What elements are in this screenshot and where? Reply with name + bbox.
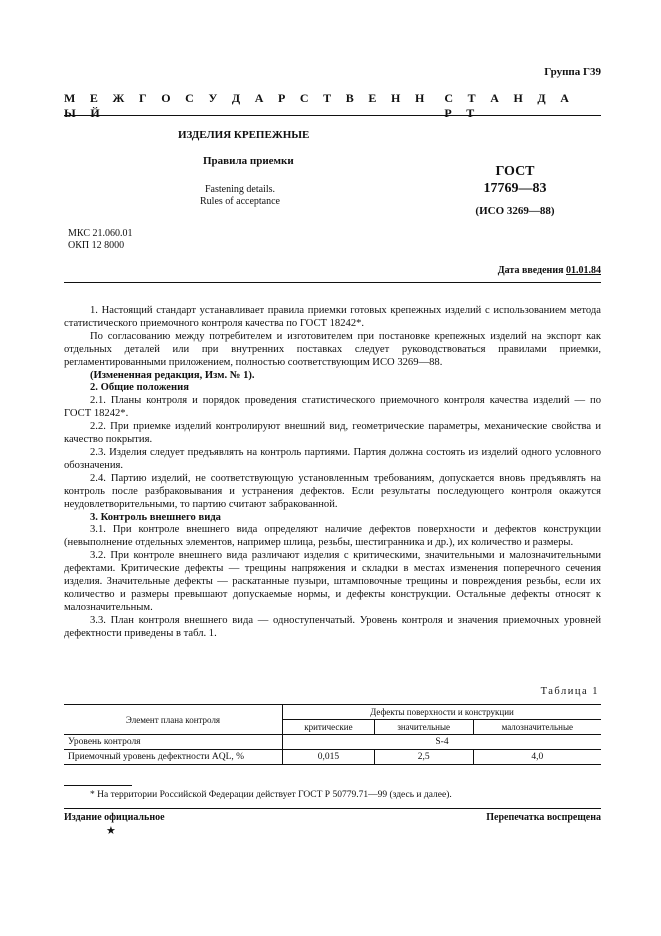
table-caption: Таблица 1 <box>540 686 599 697</box>
banner-letter: Ы <box>64 106 76 120</box>
paragraph-2: По согласованию между потребителем и изготовителем при постановке крепежных изделий на экспорт как отдельных деталей или при внутренних поставках следует руководствоваться правилами приемки, регламентированными приложением, полностью соответствующим ИСО 3269—88. <box>64 330 601 368</box>
reprint-notice: Перепечатка воспрещена <box>486 812 601 823</box>
aql-major: 2,5 <box>374 750 473 765</box>
body-text <box>64 305 601 641</box>
banner-letter: Е <box>368 91 377 105</box>
header-element: Элемент плана контроля <box>64 705 283 735</box>
iso-reference: (ИСО 3269—88) <box>475 205 555 217</box>
banner-letter: Г <box>139 91 147 105</box>
banner-letter: У <box>208 91 218 105</box>
header-rule <box>64 282 601 283</box>
paragraph-3-3: 3.3. План контроля внешнего вида — одноступенчатый. Уровень контроля и значения приемочных уровней дефектности приведены в табл. 1. <box>64 614 601 639</box>
okp-code: ОКП 12 8000 <box>68 240 125 251</box>
footnote-rule <box>64 785 132 786</box>
banner-letter: Й <box>90 106 100 120</box>
row-label-aql: Приемочный уровень дефектности AQL, % <box>64 750 283 765</box>
banner-letter: Т <box>467 91 476 105</box>
gost-designation <box>455 163 575 217</box>
table-row <box>64 750 601 765</box>
banner-letter: Р <box>444 106 452 120</box>
amendment-note: (Измененная редакция, Изм. № 1). <box>90 369 255 381</box>
group-code: Группа Г39 <box>544 66 601 78</box>
aql-minor: 4,0 <box>473 750 601 765</box>
edition-label: Издание официальное <box>64 812 165 823</box>
banner-letter: Н <box>414 91 425 105</box>
banner-letter: Е <box>89 91 98 105</box>
table-header-row <box>64 705 601 720</box>
paragraph-2-1: 2.1. Планы контроля и порядок проведения статистического приемочного контроля качества изделий — по ГОСТ 18242*. <box>64 395 601 420</box>
gost-label: ГОСТ <box>495 164 535 179</box>
banner-letter: Н <box>513 91 523 105</box>
classification-codes <box>68 228 132 252</box>
english-title <box>150 184 330 208</box>
banner-letter: Т <box>466 106 475 120</box>
introduction-date <box>498 265 601 276</box>
banner-letter: В <box>345 91 354 105</box>
banner-letter: А <box>254 91 264 105</box>
paragraph-3-2: 3.2. При контроле внешнего вида различают изделия с критическими, значительными и малозначительными дефектами. Критические дефекты — трещины напряжения и складки в местах изменения поперечного сечения изделия. Значительные дефекты — раскатанные пузыри, штамповочные трещины и повреждения резьбы, если их количество и размеры превышают допускаемые нормы, и дефекты конструкции. Остальные дефекты относят к малозначительным. <box>64 550 601 613</box>
banner-letter: М <box>64 91 76 105</box>
banner-letter: Т <box>323 91 332 105</box>
star-mark: ★ <box>106 825 116 837</box>
section-heading-general: 2. Общие положения <box>90 382 189 394</box>
english-title-line1: Fastening details. <box>205 184 275 195</box>
banner-word-standard <box>444 91 601 121</box>
paragraph-2-2: 2.2. При приемке изделий контролируют внешний вид, геометрические параметры, механические свойства и качество покрытия. <box>64 421 601 446</box>
standard-banner <box>64 91 601 121</box>
footnote: * На территории Российской Федерации действует ГОСТ Р 50779.71—99 (здесь и далее). <box>90 790 452 800</box>
banner-letter: Д <box>537 91 546 105</box>
document-subtitle: Правила приемки <box>203 155 294 167</box>
document-title: ИЗДЕЛИЯ КРЕПЕЖНЫЕ <box>178 129 310 141</box>
banner-letter: С <box>299 91 309 105</box>
header-defects: Дефекты поверхности и конструкции <box>283 705 602 720</box>
aql-critical: 0,015 <box>283 750 375 765</box>
top-rule <box>64 115 601 116</box>
header-major: значительные <box>374 720 473 735</box>
banner-word-interstate <box>64 91 444 121</box>
banner-letter: С <box>185 91 194 105</box>
gost-number: 17769—83 <box>483 181 547 196</box>
english-title-line2: Rules of acceptance <box>200 196 280 207</box>
paragraph-3-1: 3.1. При контроле внешнего вида определяют наличие дефектов поверхности и дефектов конструкции (невыполнение отдельных элементов, например шлица, резьбы, шестигранника и др.), их количество и размеры. <box>64 524 601 549</box>
row-value-level: S-4 <box>283 735 602 750</box>
section-heading-visual: 3. Контроль внешнего вида <box>90 511 221 523</box>
paragraph-2-3: 2.3. Изделия следует предъявлять на контроль партиями. Партия должна состоять из изделий одного условного обозначения. <box>64 446 601 471</box>
banner-letter: А <box>490 91 499 105</box>
banner-letter: Р <box>277 91 286 105</box>
footer-rule <box>64 808 601 809</box>
banner-letter: Н <box>391 91 401 105</box>
header-minor: малозначительные <box>473 720 601 735</box>
inspection-table <box>64 704 601 765</box>
header-critical: критические <box>283 720 375 735</box>
banner-letter: Ж <box>112 91 125 105</box>
date-value: 01.01.84 <box>566 265 601 276</box>
row-label-level: Уровень контроля <box>64 735 283 750</box>
banner-letter: А <box>560 91 569 105</box>
banner-letter: О <box>161 91 171 105</box>
banner-letter: С <box>444 91 453 105</box>
mks-code: МКС 21.060.01 <box>68 228 133 239</box>
date-label: Дата введения <box>497 265 564 276</box>
table-row <box>64 735 601 750</box>
banner-letter: Д <box>231 91 241 105</box>
paragraph-2-4: 2.4. Партию изделий, не соответствующую установленным требованиям, допускается вновь предъявлять на контроль после разбраковывания и устранения дефектов. Если результаты последующего контроля окажутся неудовлетворительными, то партию считают забракованной. <box>64 472 601 510</box>
paragraph-1: 1. Настоящий стандарт устанавливает правила приемки готовых крепежных изделий с использованием метода статистического приемочного контроля качества по ГОСТ 18242*. <box>64 305 601 329</box>
